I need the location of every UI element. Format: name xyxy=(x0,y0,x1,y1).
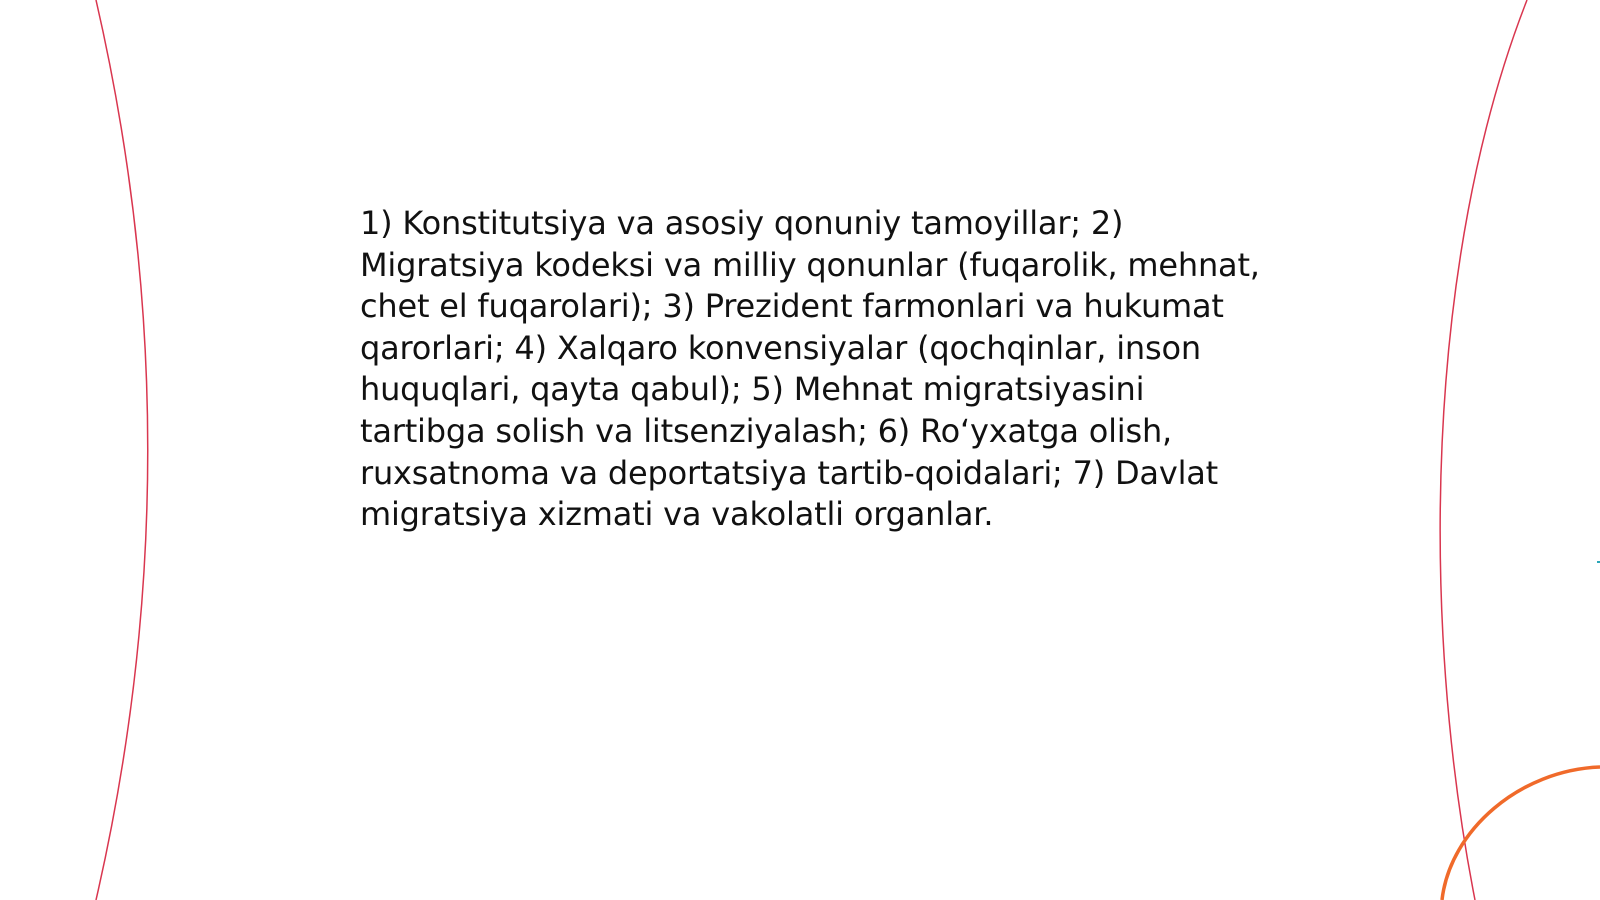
orange-arc xyxy=(1442,767,1600,900)
body-text: 1) Konstitutsiya va asosiy qonuniy tamoyillar; 2) Migratsiya kodeksi va milliy qonunlar (fuqarolik, mehnat, chet el fuqarolari); 3) Prezident farmonlari va hukumat qarorlari; 4) Xalqaro konvensiyalar (qochqinlar, inson huquqlari, qayta qabul); 5) Mehnat migratsiyasini tartibga solish va litsenziyalash; 6) Ro‘yxatga olish, ruxsatnoma va deportatsiya tartib-qoidalari; 7) Davlat migratsiya xizmati va vakolatli organlar. xyxy=(360,204,1260,534)
right-curve xyxy=(1440,0,1527,900)
left-curve xyxy=(96,0,148,900)
